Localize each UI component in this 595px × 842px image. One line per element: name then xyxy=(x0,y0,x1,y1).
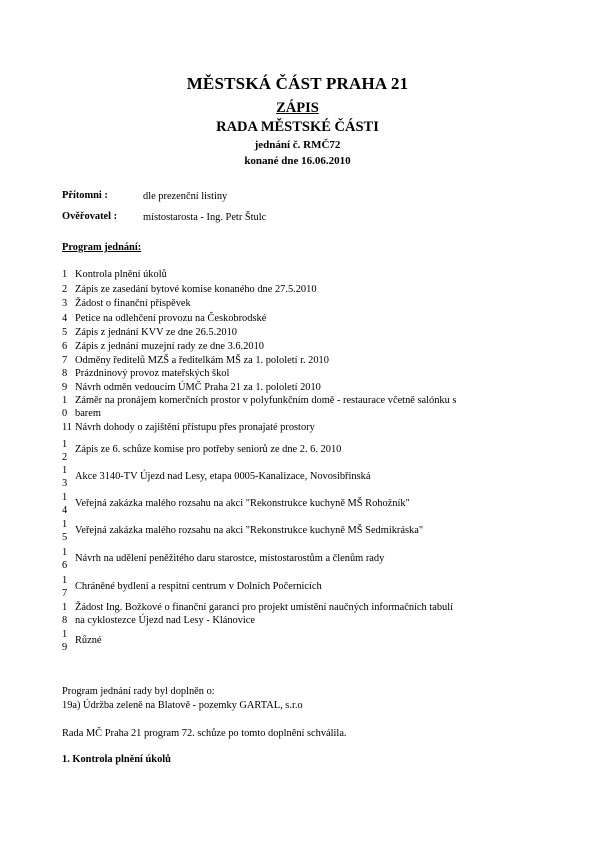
item-text: Zápis z jednání muzejní rady ze dne 3.6.2010 xyxy=(75,341,264,352)
item-number: 1 xyxy=(62,519,68,530)
program-heading: Program jednání: xyxy=(62,242,142,253)
item-text: Žádost o finanční příspěvek xyxy=(75,298,191,309)
item-text: Návrh dohody o zajištění přístupu přes pronajaté prostory xyxy=(75,422,315,433)
present-value: dle prezenční listiny xyxy=(143,191,228,202)
item-text: Žádost Ing. Božkové o finanční garanci pro projekt umístění naučných informačních tabulí xyxy=(75,602,453,613)
item-text: Veřejná zakázka malého rozsahu na akci "Rekonstrukce kuchyně MŠ Rohožník" xyxy=(75,498,410,509)
item-text: Zápis z jednání KVV ze dne 26.5.2010 xyxy=(75,327,237,338)
item-number: 9 xyxy=(62,382,68,393)
item-text: na cyklostezce Újezd nad Lesy - Klánovice xyxy=(75,615,256,626)
item-text: barem xyxy=(75,408,101,419)
addendum-item: 19a) Údržba zeleně na Blatově - pozemky GARTAL, s.r.o xyxy=(62,700,303,711)
present-label: Přítomni : xyxy=(62,190,108,201)
item-number: 1 xyxy=(62,575,68,586)
item-text: Veřejná zakázka malého rozsahu na akci "Rekonstrukce kuchyně MŠ Sedmikráska" xyxy=(75,525,424,536)
item-number: 5 xyxy=(62,327,68,338)
item-number: 8 xyxy=(62,368,68,379)
item-text: Návrh odměn vedoucím ÚMČ Praha 21 za 1. pololetí 2010 xyxy=(75,382,321,393)
item-text: Záměr na pronájem komerčních prostor v polyfunkčním domě - restaurace včetně salónku s xyxy=(75,395,457,406)
item-number: 1 xyxy=(62,629,68,640)
document-body-name: RADA MĚSTSKÉ ČÁSTI xyxy=(216,119,379,135)
section-heading: 1. Kontrola plnění úkolů xyxy=(62,754,171,765)
verifier-label: Ověřovatel : xyxy=(62,211,118,222)
document-subtitle: ZÁPIS xyxy=(276,100,319,116)
item-number: 5 xyxy=(62,532,68,543)
item-number: 1 xyxy=(62,395,68,406)
item-text: Různé xyxy=(75,635,102,646)
item-text: Akce 3140-TV Újezd nad Lesy, etapa 0005-Kanalizace, Novosibřinská xyxy=(75,471,371,482)
item-number: 7 xyxy=(62,355,68,366)
item-number: 0 xyxy=(62,408,68,419)
item-text: Zápis ze zasedání bytové komise konaného dne 27.5.2010 xyxy=(75,284,317,295)
item-number: 2 xyxy=(62,284,68,295)
item-text: Odměny ředitelů MZŠ a ředitelkám MŠ za 1. pololetí r. 2010 xyxy=(75,355,329,366)
item-text: Kontrola plnění úkolů xyxy=(75,269,167,280)
verifier-value: místostarosta - Ing. Petr Štulc xyxy=(143,212,267,223)
item-number: 6 xyxy=(62,341,68,352)
item-number: 7 xyxy=(62,588,68,599)
item-number: 4 xyxy=(62,313,68,324)
item-number: 1 xyxy=(62,602,68,613)
item-text: Prázdninový provoz mateřských škol xyxy=(75,368,230,379)
item-text: Zápis ze 6. schůze komise pro potřeby seniorů ze dne 2. 6. 2010 xyxy=(75,444,342,455)
item-number: 1 xyxy=(62,492,68,503)
document-title: MĚSTSKÁ ČÁST PRAHA 21 xyxy=(186,74,409,93)
meeting-number: jednání č. RMČ72 xyxy=(254,139,341,151)
meeting-date: konané dne 16.06.2010 xyxy=(244,155,351,167)
approval-statement: Rada MČ Praha 21 program 72. schůze po tomto doplnění schválila. xyxy=(62,728,347,739)
item-text: Petice na odlehčení provozu na Českobrodské xyxy=(75,313,267,324)
item-text: Chráněné bydlení a respitní centrum v Dolních Počernicích xyxy=(75,581,322,592)
item-number: 1 xyxy=(62,439,68,450)
item-text: Návrh na udělení peněžitého daru starostce, místostarostům a členům rady xyxy=(75,553,385,564)
item-number: 1 xyxy=(62,547,68,558)
item-number: 3 xyxy=(62,478,68,489)
item-number: 2 xyxy=(62,452,68,463)
item-number: 4 xyxy=(62,505,68,516)
item-number: 6 xyxy=(62,560,68,571)
item-number: 3 xyxy=(62,298,68,309)
item-number: 1 xyxy=(62,465,68,476)
item-number: 1 xyxy=(62,269,68,280)
item-number: 9 xyxy=(62,642,68,653)
item-number: 8 xyxy=(62,615,68,626)
item-number: 11 xyxy=(62,422,73,433)
addendum-intro: Program jednání rady byl doplněn o: xyxy=(62,686,215,697)
